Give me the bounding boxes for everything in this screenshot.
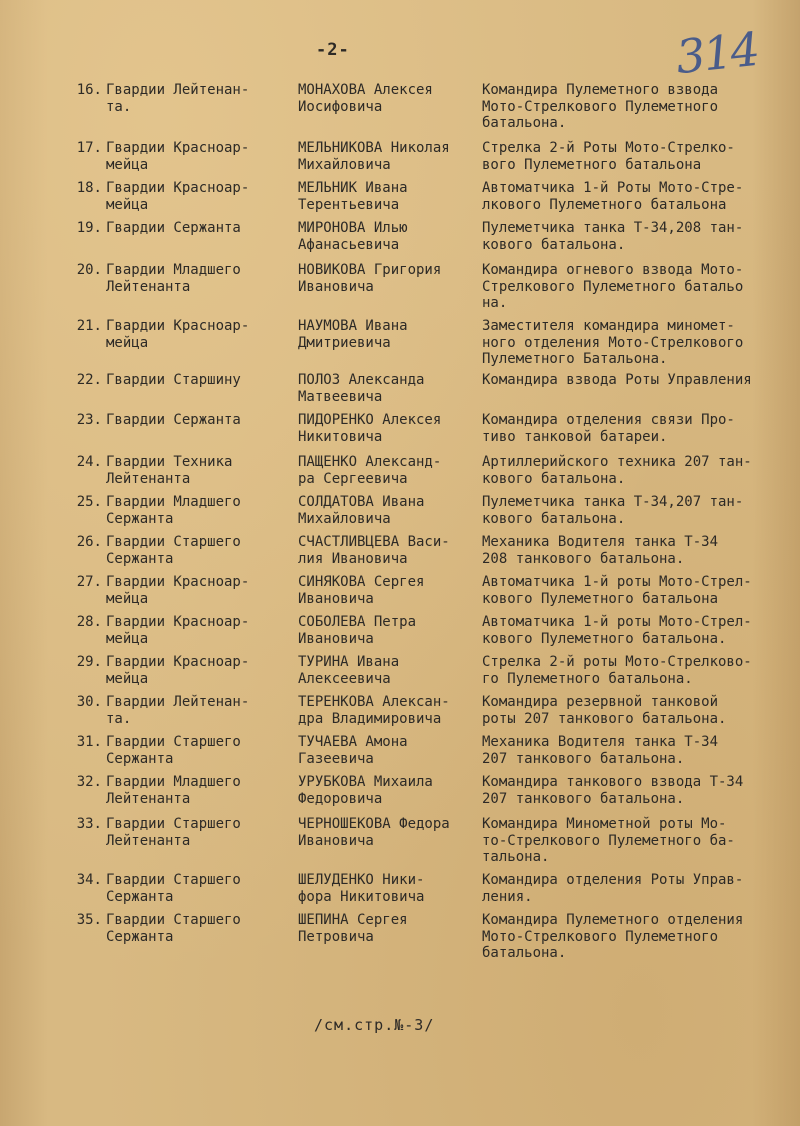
entry-number: 34. <box>76 872 102 888</box>
entry-position: Командира танкового взвода Т-34 207 танкового батальона. <box>482 774 744 807</box>
entry-name: МЕЛЬНИК Ивана Терентьевича <box>298 180 408 213</box>
entry-name: МЕЛЬНИКОВА Николая Михайловича <box>298 140 450 173</box>
entry-rank: Гвардии Сержанта <box>106 412 241 428</box>
entry-number: 18. <box>76 180 102 196</box>
entry-number: 20. <box>76 262 102 278</box>
entry-position: Командира огневого взвода Мото- Стрелкового Пулеметного батальо на. <box>482 262 744 311</box>
entry-number: 30. <box>76 694 102 710</box>
entry-rank: Гвардии Старшего Сержанта <box>106 534 241 567</box>
entry-number: 27. <box>76 574 102 590</box>
entry-number: 16. <box>76 82 102 98</box>
entry-rank: Гвардии Сержанта <box>106 220 241 236</box>
entry-name: ПОЛОЗ Александа Матвеевича <box>298 372 425 405</box>
entry-name: ЧЕРНОШЕКОВА Федора Ивановича <box>298 816 450 849</box>
entry-rank: Гвардии Старшего Сержанта <box>106 872 241 905</box>
entry-position: Командира Минометной роты Мо- то-Стрелкового Пулеметного ба- тальона. <box>482 816 735 865</box>
entry-name: СОБОЛЕВА Петра Ивановича <box>298 614 417 647</box>
entry-position: Командира Пулеметного отделения Мото-Стрелкового Пулеметного батальона. <box>482 912 744 961</box>
entry-number: 21. <box>76 318 102 334</box>
entry-position: Механика Водителя танка Т-34 208 танкового батальона. <box>482 534 719 567</box>
entry-rank: Гвардии Красноар- мейца <box>106 614 250 647</box>
entry-rank: Гвардии Лейтенан- та. <box>106 694 250 727</box>
entry-name: ПИДОРЕНКО Алексея Никитовича <box>298 412 442 445</box>
entry-name: НАУМОВА Ивана Дмитриевича <box>298 318 408 351</box>
entry-rank: Гвардии Старшину <box>106 372 241 388</box>
entry-name: СИНЯКОВА Сергея Ивановича <box>298 574 425 607</box>
entry-rank: Гвардии Лейтенан- та. <box>106 82 250 115</box>
entry-rank: Гвардии Красноар- мейца <box>106 654 250 687</box>
entry-number: 23. <box>76 412 102 428</box>
entry-position: Артиллерийского техника 207 тан- кового батальона. <box>482 454 752 487</box>
entry-position: Стрелка 2-й Роты Мото-Стрелко- вого Пулеметного батальона <box>482 140 735 173</box>
entry-rank: Гвардии Младшего Лейтенанта <box>106 262 241 295</box>
entry-position: Пулеметчика танка Т-34,208 тан- кового батальона. <box>482 220 744 253</box>
entry-rank: Гвардии Красноар- мейца <box>106 140 250 173</box>
entry-name: СОЛДАТОВА Ивана Михайловича <box>298 494 425 527</box>
entry-name: ШЕПИНА Сергея Петровича <box>298 912 408 945</box>
entry-number: 32. <box>76 774 102 790</box>
entry-name: ПАЩЕНКО Александ- ра Сергеевича <box>298 454 442 487</box>
entry-name: ТЕРЕНКОВА Алексан- дра Владимировича <box>298 694 450 727</box>
footer-note: /см.стр.№-3/ <box>314 1016 435 1034</box>
entry-name: ШЕЛУДЕНКО Ники- фора Никитовича <box>298 872 425 905</box>
entry-number: 25. <box>76 494 102 510</box>
entry-position: Пулеметчика танка Т-34,207 тан- кового батальона. <box>482 494 744 527</box>
entry-number: 19. <box>76 220 102 236</box>
entry-name: УРУБКОВА Михаила Федоровича <box>298 774 433 807</box>
entry-name: ТУЧАЕВА Амона Газеевича <box>298 734 408 767</box>
entry-number: 17. <box>76 140 102 156</box>
entry-position: Стрелка 2-й роты Мото-Стрелково- го Пулеметного батальона. <box>482 654 752 687</box>
entry-position: Автоматчика 1-й роты Мото-Стрел- кового Пулеметного батальона <box>482 574 752 607</box>
entry-name: МОНАХОВА Алексея Иосифовича <box>298 82 433 115</box>
entry-rank: Гвардии Младшего Лейтенанта <box>106 774 241 807</box>
entry-rank: Гвардии Младшего Сержанта <box>106 494 241 527</box>
entry-number: 28. <box>76 614 102 630</box>
entry-position: Автоматчика 1-й Роты Мото-Стре- лкового Пулеметного батальона <box>482 180 744 213</box>
entry-number: 26. <box>76 534 102 550</box>
entry-name: МИРОНОВА Илью Афанасьевича <box>298 220 408 253</box>
entry-number: 22. <box>76 372 102 388</box>
entry-rank: Гвардии Красноар- мейца <box>106 574 250 607</box>
entry-name: НОВИКОВА Григория Ивановича <box>298 262 442 295</box>
entry-position: Командира резервной танковой роты 207 танкового батальона. <box>482 694 727 727</box>
entry-position: Командира отделения связи Про- тиво танковой батареи. <box>482 412 735 445</box>
entry-number: 24. <box>76 454 102 470</box>
entry-number: 33. <box>76 816 102 832</box>
entry-position: Командира Пулеметного взвода Мото-Стрелкового Пулеметного батальона. <box>482 82 719 131</box>
entry-position: Механика Водителя танка Т-34 207 танкового батальона. <box>482 734 719 767</box>
entry-name: СЧАСТЛИВЦЕВА Васи- лия Ивановича <box>298 534 450 567</box>
entry-position: Командира отделения Роты Управ- ления. <box>482 872 744 905</box>
entry-rank: Гвардии Старшего Сержанта <box>106 912 241 945</box>
entry-position: Автоматчика 1-й роты Мото-Стрел- кового Пулеметного батальона. <box>482 614 752 647</box>
entry-rank: Гвардии Красноар- мейца <box>106 180 250 213</box>
page-number: -2- <box>316 40 350 60</box>
entry-name: ТУРИНА Ивана Алексеевича <box>298 654 400 687</box>
entry-rank: Гвардии Техника Лейтенанта <box>106 454 233 487</box>
entry-number: 31. <box>76 734 102 750</box>
entry-rank: Гвардии Красноар- мейца <box>106 318 250 351</box>
entry-position: Командира взвода Роты Управления <box>482 372 752 388</box>
entry-rank: Гвардии Старшего Лейтенанта <box>106 816 241 849</box>
entry-position: Заместителя командира миномет- ного отделения Мото-Стрелкового Пулеметного Батальона. <box>482 318 744 367</box>
archive-number: 314 <box>673 21 761 85</box>
entry-number: 29. <box>76 654 102 670</box>
entry-number: 35. <box>76 912 102 928</box>
entry-rank: Гвардии Старшего Сержанта <box>106 734 241 767</box>
